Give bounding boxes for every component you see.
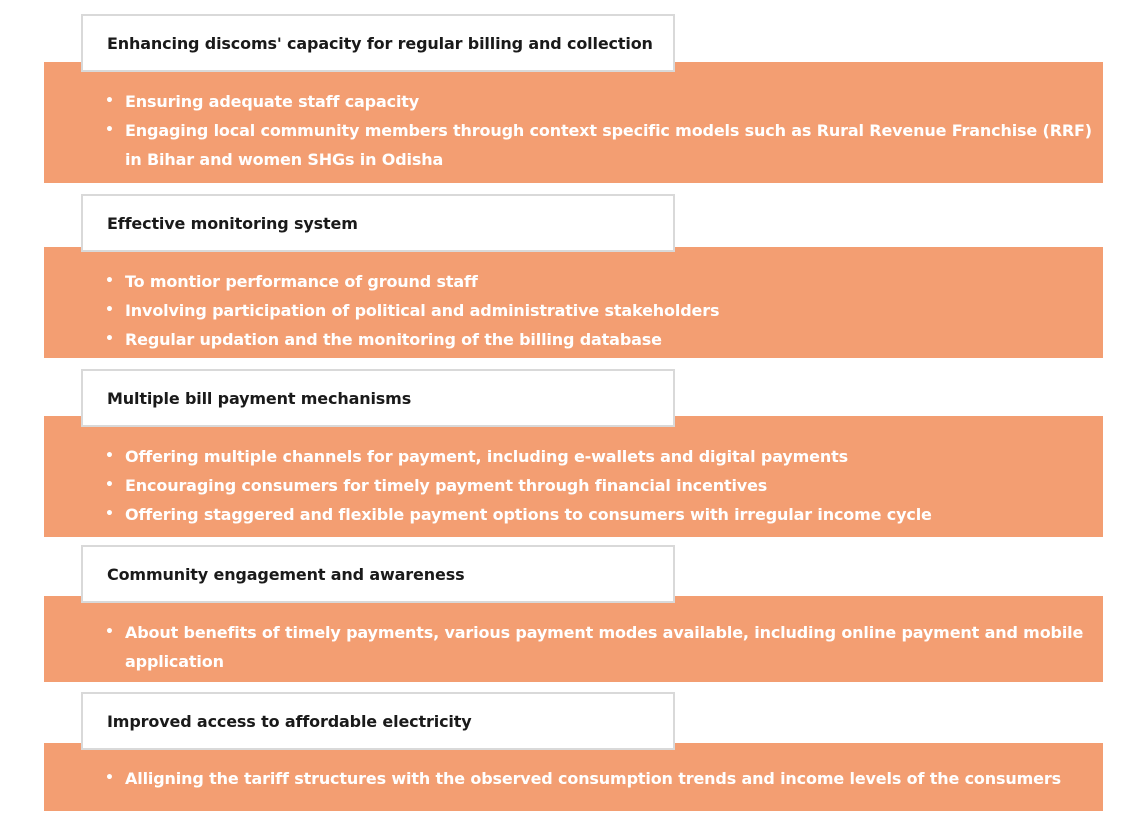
bullet-icon: •: [105, 624, 114, 640]
bullet-icon: •: [105, 331, 114, 347]
section-title: Community engagement and awareness: [107, 564, 465, 584]
section-header: [81, 692, 675, 750]
list-item: [105, 267, 1092, 296]
list-item: [105, 296, 1092, 325]
section-header: [81, 14, 675, 72]
section-header: [81, 369, 675, 427]
list-item: [105, 442, 1092, 471]
bullet-icon: •: [105, 122, 114, 138]
section-items: [105, 618, 1092, 676]
item-text: Offering staggered and flexible payment options to consumers with irregular income cycle: [125, 505, 932, 524]
bullet-icon: •: [105, 273, 114, 289]
item-text: Involving participation of political and administrative stakeholders: [125, 301, 720, 320]
section-header: [81, 545, 675, 603]
bullet-icon: •: [105, 302, 114, 318]
bullet-icon: •: [105, 477, 114, 493]
list-item: [105, 764, 1092, 793]
item-text: Alligning the tariff structures with the observed consumption trends and income levels of the consumers: [125, 769, 1061, 788]
list-item: [105, 116, 1092, 174]
section-items: [105, 442, 1092, 529]
section-header: [81, 194, 675, 252]
item-text: Encouraging consumers for timely payment through financial incentives: [125, 476, 768, 495]
list-item: [105, 618, 1092, 676]
section-title: Multiple bill payment mechanisms: [107, 388, 412, 408]
list-item: [105, 500, 1092, 529]
bullet-icon: •: [105, 448, 114, 464]
bullet-icon: •: [105, 93, 114, 109]
item-text: To montior performance of ground staff: [125, 272, 478, 291]
bullet-icon: •: [105, 770, 114, 786]
item-text: Regular updation and the monitoring of the billing database: [125, 330, 662, 349]
list-item: [105, 87, 1092, 116]
item-text: Ensuring adequate staff capacity: [125, 92, 420, 111]
list-item: [105, 471, 1092, 500]
section-items: [105, 267, 1092, 354]
section-items: [105, 764, 1092, 793]
item-text: About benefits of timely payments, various payment modes available, including online payment and mobile application: [125, 623, 1084, 671]
section-title: Improved access to affordable electricity: [107, 711, 472, 731]
section-title: Enhancing discoms' capacity for regular billing and collection: [107, 33, 653, 53]
item-text: Engaging local community members through context specific models such as Rural Revenue Franchise (RRF) in Bihar and women SHGs in Odisha: [125, 121, 1092, 169]
section-items: [105, 87, 1092, 174]
list-item: [105, 325, 1092, 354]
section-title: Effective monitoring system: [107, 213, 358, 233]
bullet-icon: •: [105, 506, 114, 522]
item-text: Offering multiple channels for payment, including e-wallets and digital payments: [125, 447, 848, 466]
